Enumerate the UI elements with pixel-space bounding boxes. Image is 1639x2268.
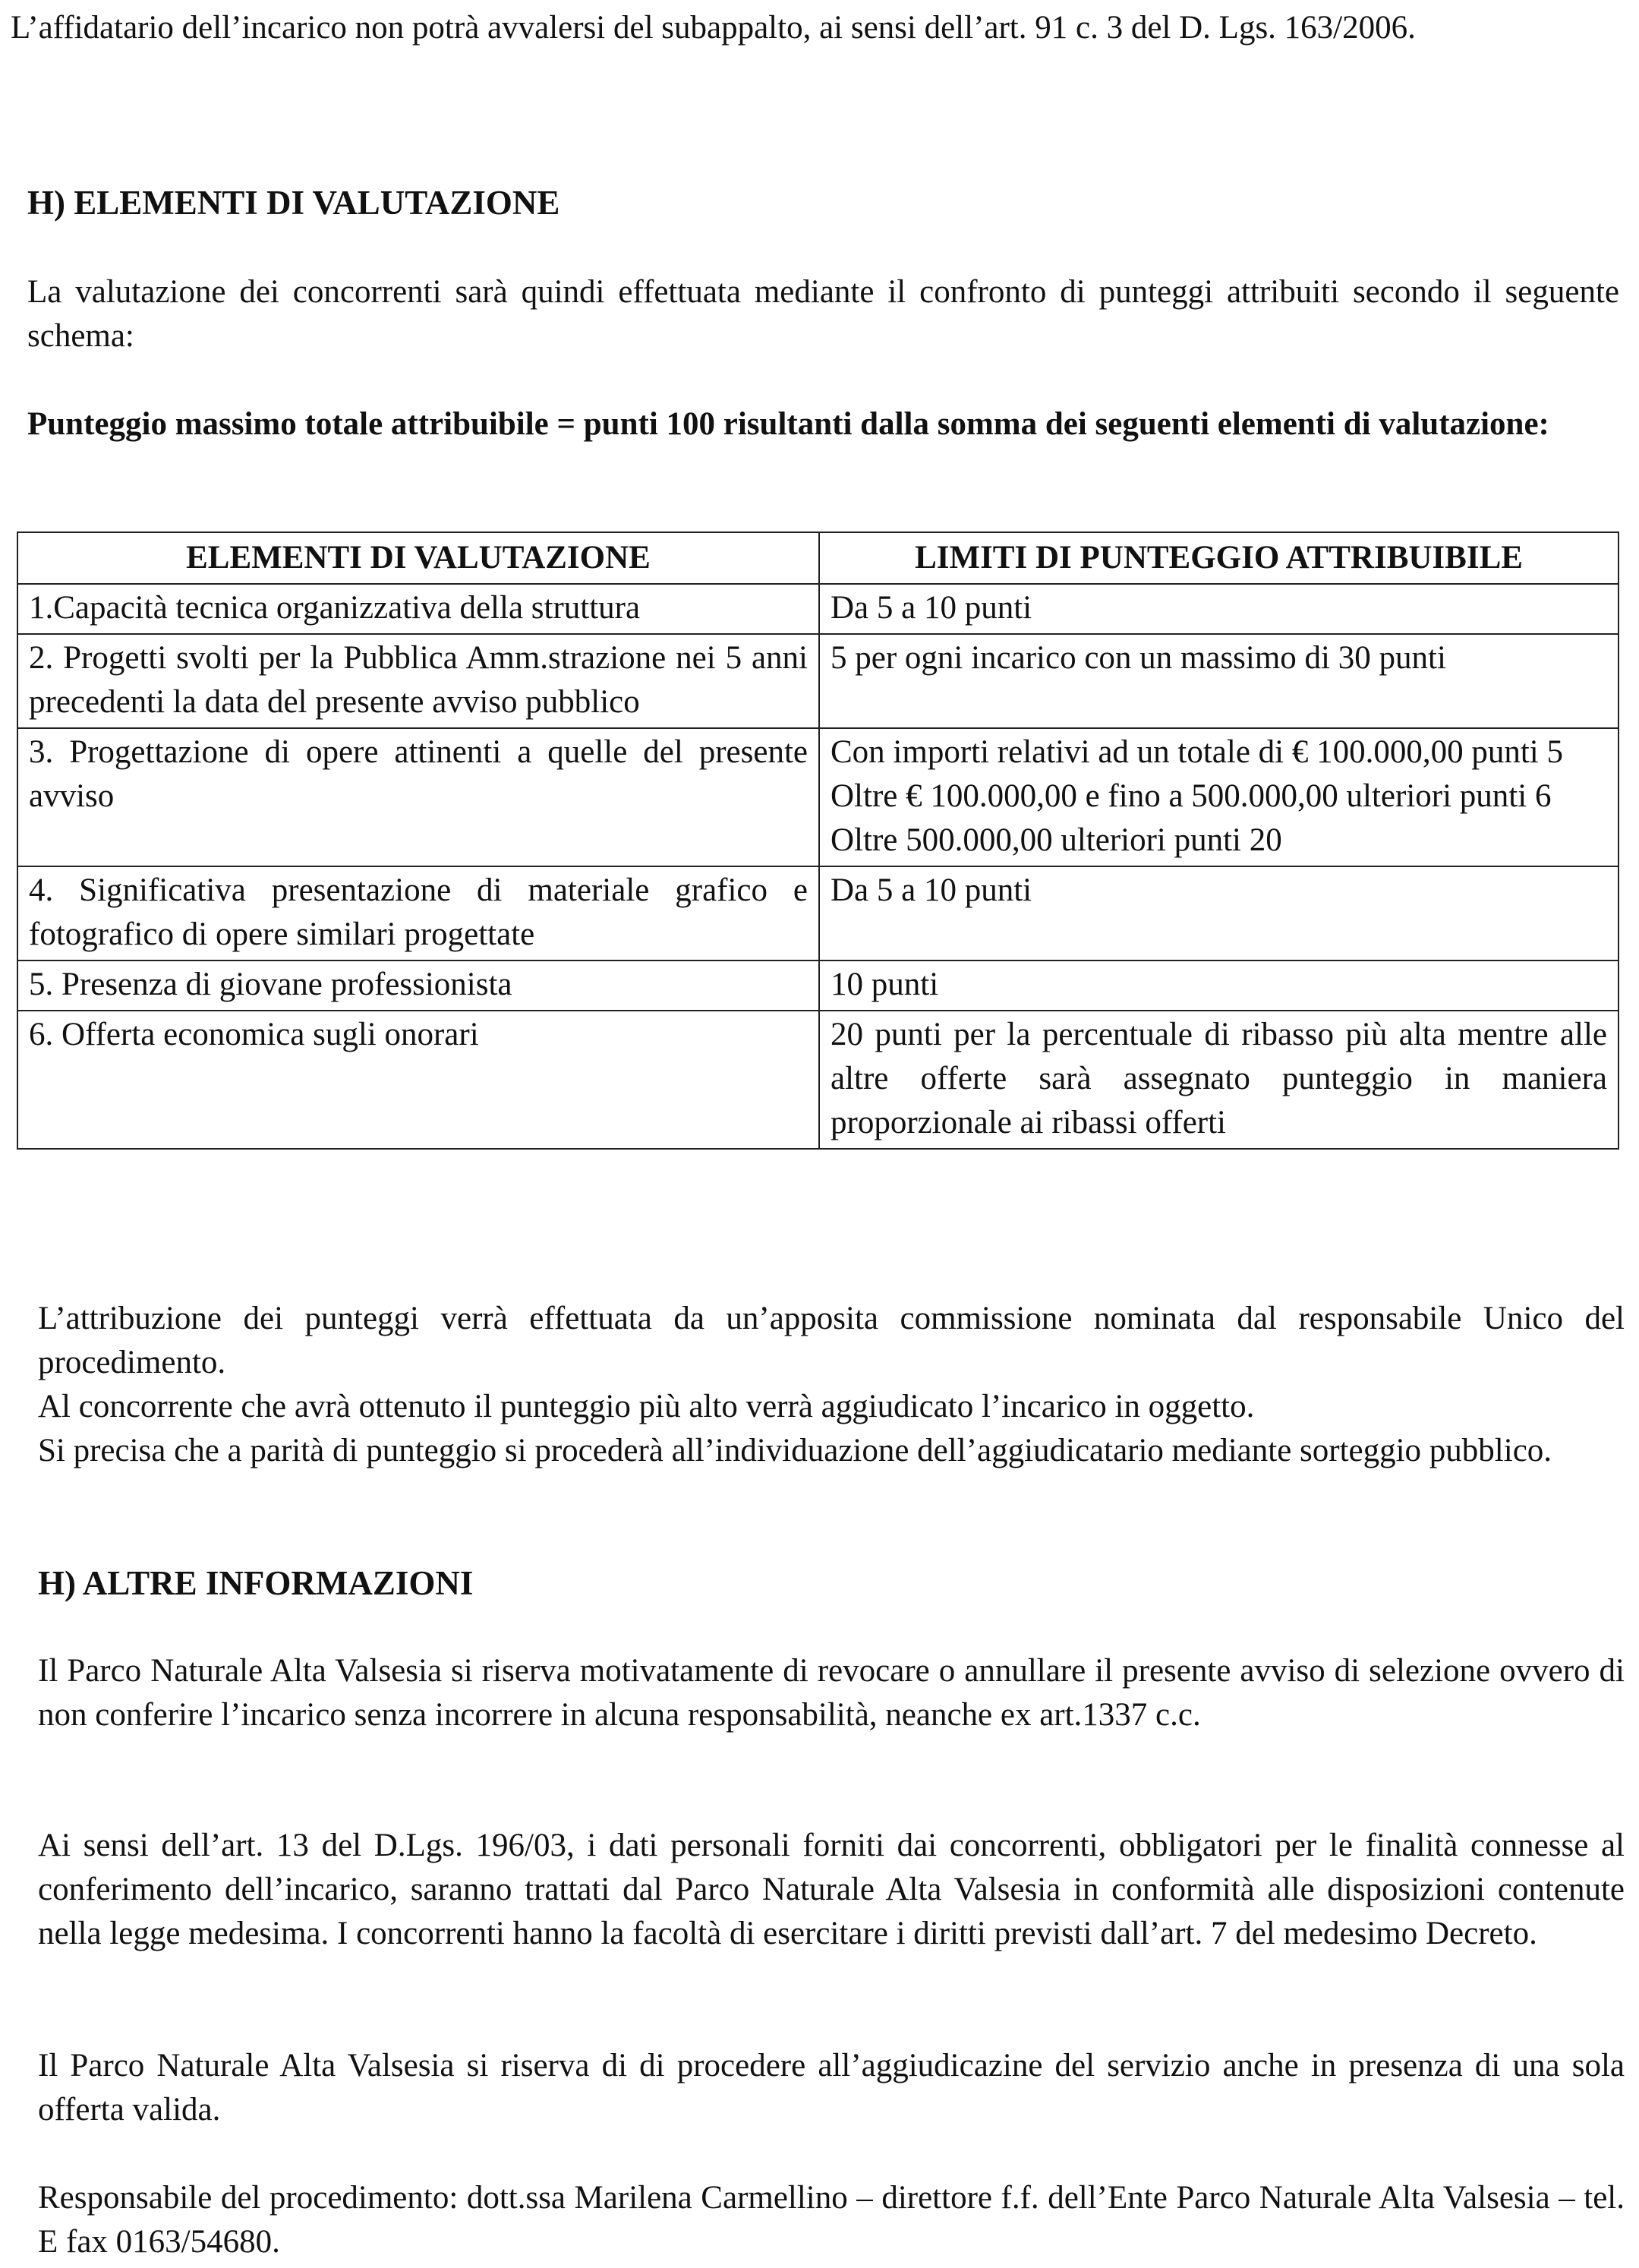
- table-cell-limit: 10 punti: [819, 961, 1619, 1011]
- table-cell-element: 3. Progettazione di opere attinenti a quelle del presente avviso: [17, 728, 819, 866]
- table-cell-limit: Da 5 a 10 punti: [819, 866, 1619, 961]
- table-cell-limit: [819, 728, 1619, 866]
- table-row: [17, 728, 1619, 866]
- intro-paragraph: L’affidatario dell’incarico non potrà avvalersi del subappalto, ai sensi dell’art. 91 c. 3 del D. Lgs. 163/2006.: [11, 10, 1416, 46]
- attribuzione-paragraph: L’attribuzione dei punteggi verrà effettuata da un’apposita commissione nominata dal responsabile Unico del procedimento.: [38, 1301, 1625, 1380]
- section-heading-altre: H) ALTRE INFORMAZIONI: [38, 1564, 474, 1602]
- punteggio-massimo: Punteggio massimo totale attribuibile = punti 100 risultanti dalla somma dei seguenti elementi di valutazione:: [27, 406, 1549, 442]
- limit-line: Oltre 500.000,00 ulteriori punti 20: [831, 822, 1282, 858]
- table-cell-element: 2. Progetti svolti per la Pubblica Amm.strazione nei 5 anni precedenti la data del presente avviso pubblico: [17, 634, 819, 728]
- offerta-valida-paragraph: Il Parco Naturale Alta Valsesia si riserva di di procedere all’aggiudicazine del servizio anche in presenza di una sola offerta valida.: [38, 2048, 1625, 2128]
- table-row: [17, 961, 1619, 1011]
- privacy-paragraph: Ai sensi dell’art. 13 del D.Lgs. 196/03, i dati personali forniti dai concorrenti, obbligatori per le finalità connesse al conferimento dell’incarico, saranno trattati dal Parco Naturale Alta Valsesia in conformità alle disposizioni contenute nella legge medesima. I concorrenti hanno la facoltà di esercitare i diritti previsti dall’art. 7 del medesimo Decreto.: [38, 1828, 1625, 1951]
- section-heading-valutazione: H) ELEMENTI DI VALUTAZIONE: [27, 184, 560, 222]
- aggiudicazione-paragraph: Al concorrente che avrà ottenuto il punteggio più alto verrà aggiudicato l’incarico in oggetto.: [38, 1389, 1255, 1424]
- table-cell-limit: Da 5 a 10 punti: [819, 584, 1619, 634]
- table-header-elementi: ELEMENTI DI VALUTAZIONE: [17, 532, 819, 584]
- revoca-paragraph: Il Parco Naturale Alta Valsesia si riserva motivatamente di revocare o annullare il presente avviso di selezione ovvero di non conferire l’incarico senza incorrere in alcuna responsabilità, neanche ex art.1337 c.c.: [38, 1653, 1625, 1733]
- table-cell-element: 5. Presenza di giovane professionista: [17, 961, 819, 1011]
- responsabile-paragraph: Responsabile del procedimento: dott.ssa Marilena Carmellino – direttore f.f. dell’Ente Parco Naturale Alta Valsesia – tel. E fax 0163/54680.: [38, 2180, 1625, 2260]
- parita-paragraph: Si precisa che a parità di punteggio si procederà all’individuazione dell’aggiudicatario mediante sorteggio pubblico.: [38, 1433, 1552, 1468]
- table-row: [17, 866, 1619, 961]
- table-header-row: [17, 532, 1619, 584]
- scoring-table: [17, 532, 1619, 1150]
- table-row: [17, 634, 1619, 728]
- valutazione-intro: La valutazione dei concorrenti sarà quindi effettuata mediante il confronto di punteggi attribuiti secondo il seguente schema:: [27, 274, 1619, 354]
- limit-line: Oltre € 100.000,00 e fino a 500.000,00 ulteriori punti 6: [831, 778, 1552, 814]
- table-cell-element: 4. Significativa presentazione di materiale grafico e fotografico di opere similari progettate: [17, 866, 819, 961]
- table-cell-element: 6. Offerta economica sugli onorari: [17, 1011, 819, 1149]
- table-cell-limit: 20 punti per la percentuale di ribasso più alta mentre alle altre offerte sarà assegnato punteggio in maniera proporzionale ai ribassi offerti: [819, 1011, 1619, 1149]
- table-header-limiti: LIMITI DI PUNTEGGIO ATTRIBUIBILE: [819, 532, 1619, 584]
- table-cell-element: 1.Capacità tecnica organizzativa della struttura: [17, 584, 819, 634]
- table-cell-limit: 5 per ogni incarico con un massimo di 30 punti: [819, 634, 1619, 728]
- table-row: [17, 584, 1619, 634]
- table-row: [17, 1011, 1619, 1149]
- limit-line: Con importi relativi ad un totale di € 100.000,00 punti 5: [831, 734, 1564, 770]
